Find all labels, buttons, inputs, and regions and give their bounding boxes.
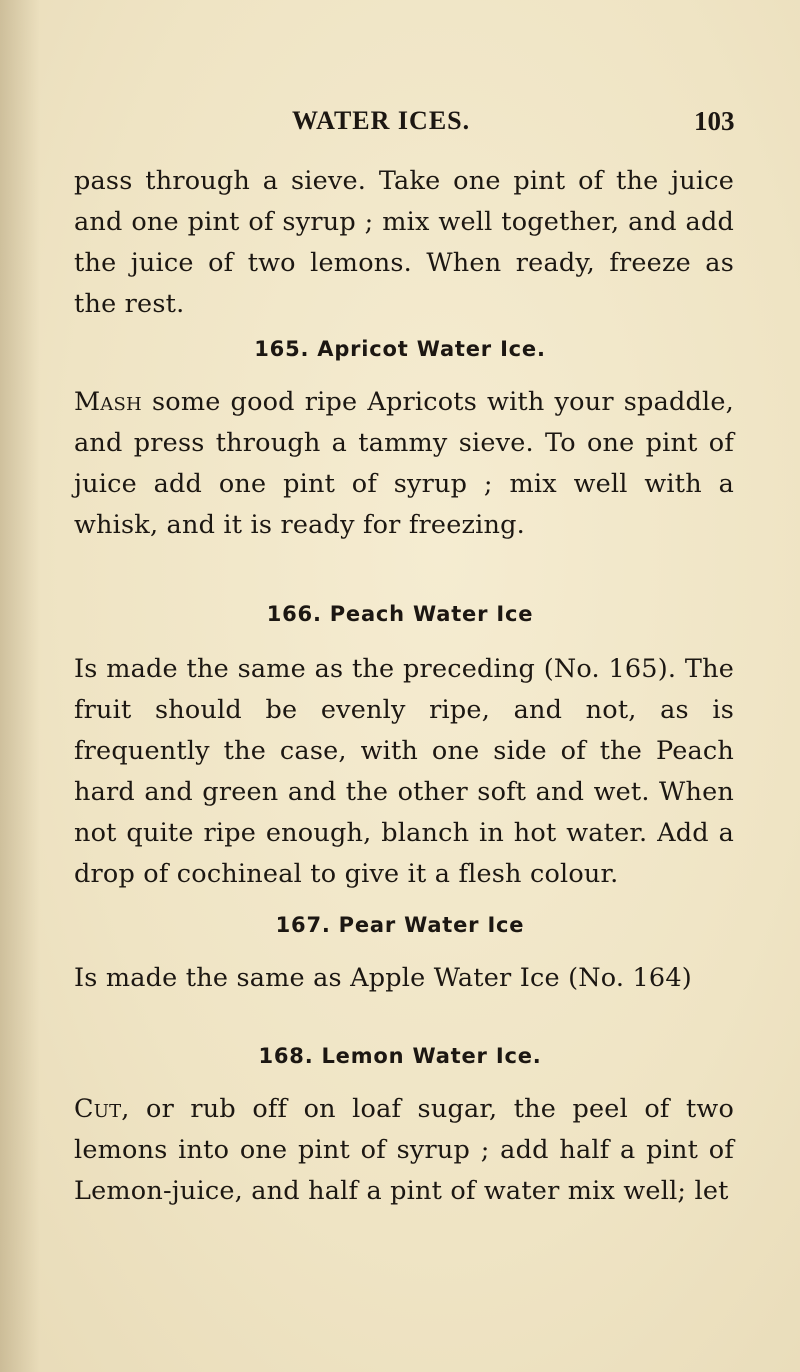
- recipe-text: [74, 649, 734, 895]
- recipe-number: 168.: [258, 1044, 314, 1068]
- recipe-title: Apricot Water Ice.: [317, 337, 546, 361]
- lead-word: Cut,: [74, 1094, 130, 1124]
- recipe-heading-168: [0, 1044, 800, 1068]
- recipe-number: 167.: [275, 913, 331, 937]
- lead-word: Is: [74, 654, 98, 684]
- recipe-number: 166.: [266, 602, 322, 626]
- page-gutter-shadow: [0, 0, 40, 1372]
- recipe-heading-165: [0, 337, 800, 361]
- recipe-number: 165.: [254, 337, 310, 361]
- paragraph-text: made the same as Apple Water Ice (No. 164): [97, 963, 692, 993]
- paragraph-continuation: [74, 161, 734, 325]
- recipe-body-166: [74, 649, 734, 895]
- recipe-body-165: [74, 382, 734, 546]
- paragraph-text: some good ripe Apricots with your spaddle, and press through a tammy sieve. To one pint of juice add one pint of syrup ; mix well with a whisk, and it is ready for freezing.: [74, 387, 734, 540]
- recipe-text: [74, 382, 734, 546]
- running-head: [0, 106, 800, 146]
- recipe-text: [74, 958, 734, 999]
- recipe-body-167: [74, 958, 734, 999]
- recipe-heading-166: [0, 602, 800, 626]
- paragraph-text: or rub off on loaf sugar, the peel of two lemons into one pint of syrup ; add half a pint of Lemon-juice, and half a pint of water mix well; let: [74, 1094, 734, 1206]
- recipe-text: [74, 1089, 734, 1212]
- running-title: WATER ICES.: [292, 106, 471, 135]
- recipe-title: Peach Water Ice: [329, 602, 534, 626]
- lead-word: Mash: [74, 387, 142, 417]
- paragraph-text: pass through a sieve. Take one pint of the juice and one pint of syrup ; mix well together, and add the juice of two lemons. When ready, freeze as the rest.: [74, 166, 734, 319]
- paragraph-text: made the same as the preceding (No. 165). The fruit should be evenly ripe, and not, as is frequently the case, with one side of the Peach hard and green and the other soft and wet. When not quite ripe enough, blanch in hot water. Add a drop of cochineal to give it a flesh colour.: [74, 654, 734, 889]
- lead-word: Is: [74, 963, 98, 993]
- recipe-title: Lemon Water Ice.: [321, 1044, 542, 1068]
- recipe-title: Pear Water Ice: [338, 913, 525, 937]
- recipe-heading-167: [0, 913, 800, 937]
- recipe-body-168: [74, 1089, 734, 1212]
- page-number: 103: [694, 106, 735, 136]
